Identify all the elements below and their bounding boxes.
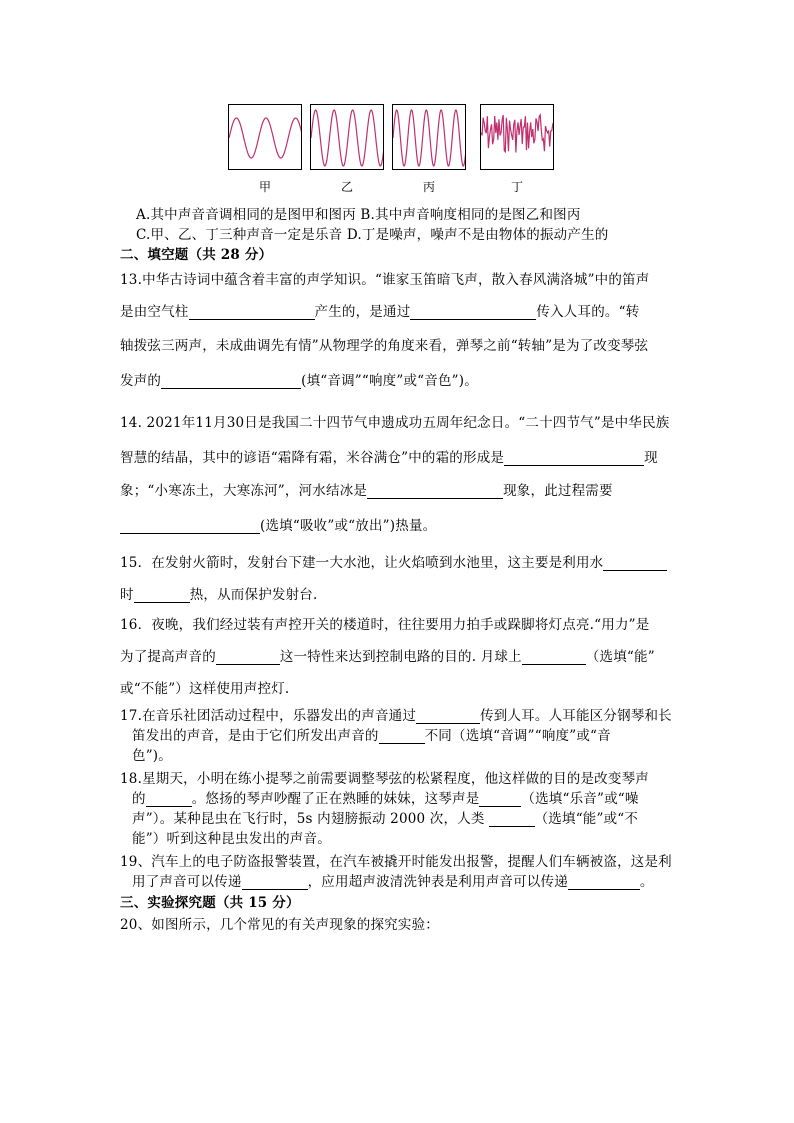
waveform-label-ding: 丁	[510, 180, 523, 194]
waveform-label-yi: 乙	[340, 180, 353, 194]
q14-text: 现象，此过程需要	[503, 483, 613, 499]
q16-blank-1[interactable]	[216, 650, 280, 665]
sine-wave-bing	[393, 110, 466, 166]
q16-text: （选填“能”	[585, 649, 655, 665]
q15-text: 热，从而保护发射台.	[189, 587, 318, 603]
q13-text: (填“音调”“响度”或“音色”)。	[301, 373, 478, 389]
q13-line-1: 13.中华古诗词中蕴含着丰富的声学知识。“谁家玉笛暗飞声，散入春风满洛城”中的笛声	[120, 272, 650, 288]
q15-line-2	[120, 583, 318, 603]
q19-text: 用了声音可以传递	[132, 874, 242, 890]
option-cd: C.甲、乙、丁三种声音一定是乐音 D.丁是噪声，噪声不是由物体的振动产生的	[136, 227, 609, 243]
q17-text: 不同（选填“音调”“响度”或“音	[424, 728, 611, 744]
q15-line-1	[120, 551, 667, 571]
q20-line-1: 20、如图所示，几个常见的有关声现象的探究实验：	[120, 917, 439, 933]
q18-text: （选填“乐音”或“噪	[521, 791, 639, 807]
q13-line-3: 轴拨弦三两声，未成曲调先有情”从物理学的角度来看，弹琴之前“转轴”是为了改变琴弦	[120, 338, 649, 354]
q14-line-4	[120, 514, 436, 534]
sine-wave-jia	[229, 118, 302, 158]
q16-blank-2[interactable]	[522, 650, 586, 665]
q13-text: 传入人耳的。“转	[536, 304, 640, 320]
q18-blank-1[interactable]	[146, 792, 192, 807]
q14-line-1: 14. 2021年11月30日是我国二十四节气申遗成功五周年纪念日。“二十四节气”是中华民族	[120, 415, 670, 431]
sine-wave-yi	[311, 110, 384, 166]
q14-text: 象；“小寒冻土，大寒冻河”，河水结冰是	[120, 483, 368, 499]
q14-blank-3[interactable]	[120, 519, 260, 534]
q13-text: 发声的	[120, 373, 162, 389]
waveform-label-jia: 甲	[258, 180, 271, 194]
q17-text: 笛发出的声音，是由于它们所发出声音的	[132, 728, 379, 744]
waveform-label-bing: 丙	[422, 180, 435, 194]
q17-text: 17.在音乐社团活动过程中，乐器发出的声音通过	[120, 708, 417, 724]
q19-line-2	[132, 870, 654, 890]
waveform-figure	[228, 104, 558, 194]
q18-text: （选填“能”或“不	[534, 811, 639, 827]
q16-line-2	[120, 645, 655, 665]
q16-text: 这一特性来达到控制电路的目的. 月球上	[279, 649, 522, 665]
q15-blank-2[interactable]	[134, 588, 190, 603]
q18-text: 声”）。某种昆虫在飞行时，5s 内翅膀振动 2000 次，人类	[132, 811, 485, 827]
q13-blank-3[interactable]	[161, 374, 301, 389]
q14-line-3	[120, 479, 613, 499]
q15-text: 15．在发射火箭时，发射台下建一大水池，让火焰喷到水池里，这主要是利用水	[120, 555, 604, 571]
q18-line-2	[132, 787, 639, 807]
q14-text: (选填“吸收”或“放出”)热量。	[260, 518, 437, 534]
q14-text: 现	[644, 450, 658, 466]
q13-blank-2[interactable]	[410, 305, 536, 320]
q17-line-1	[120, 704, 672, 724]
q17-line-3: 色”)。	[132, 748, 172, 764]
q18-text: 。悠扬的琴声吵醒了正在熟睡的妹妹，这琴声是	[191, 791, 480, 807]
section-fill-blank-title: 二、填空题（共 28 分）	[120, 247, 273, 263]
q18-line-3	[132, 807, 638, 827]
q17-blank-2[interactable]	[379, 729, 425, 744]
q18-blank-3[interactable]	[489, 812, 535, 827]
option-ab: A.其中声音音调相同的是图甲和图丙 B.其中声音响度相同的是图乙和图丙	[136, 207, 581, 223]
q16-line-1: 16．夜晚，我们经过装有声控开关的楼道时，往往要用力拍手或跺脚将灯点亮.“用力”是	[120, 617, 650, 633]
q13-line-4	[120, 369, 478, 389]
q16-text: 为了提高声音的	[120, 649, 216, 665]
q15-text: 时	[120, 587, 134, 603]
q17-blank-1[interactable]	[416, 709, 480, 724]
q18-text: 的	[132, 791, 146, 807]
q17-line-2	[132, 724, 611, 744]
noise-wave-ding	[481, 115, 554, 153]
q19-line-1: 19、汽车上的电子防盗报警装置，在汽车被撬开时能发出报警，提醒人们车辆被盗，这是利	[120, 854, 672, 870]
q14-blank-1[interactable]	[504, 451, 644, 466]
q14-text: 智慧的结晶，其中的谚语“霜降有霜，米谷满仓”中的霜的形成是	[120, 450, 505, 466]
q14-line-2	[120, 446, 658, 466]
q15-blank-1[interactable]	[603, 556, 667, 571]
q19-text: 。	[639, 874, 654, 890]
waveform-bing	[392, 104, 466, 170]
q13-text: 是由空气柱	[120, 304, 189, 320]
q13-blank-1[interactable]	[189, 305, 315, 320]
q16-line-3: 或“不能”）这样使用声控灯.	[120, 681, 290, 697]
q19-blank-1[interactable]	[242, 875, 308, 890]
q14-blank-2[interactable]	[367, 484, 503, 499]
q13-text: 产生的，是通过	[314, 304, 411, 320]
q19-blank-2[interactable]	[568, 875, 640, 890]
q19-text: ，应用超声波清洗钟表是利用声音可以传递	[307, 874, 568, 890]
waveform-jia	[228, 104, 302, 170]
q18-blank-2[interactable]	[479, 792, 521, 807]
q18-line-1: 18.星期天，小明在练小提琴之前需要调整琴弦的松紧程度，他这样做的目的是改变琴声	[120, 771, 649, 787]
q13-line-2	[120, 300, 639, 320]
q17-text: 传到人耳。人耳能区分钢琴和长	[480, 708, 672, 724]
waveform-yi	[310, 104, 384, 170]
q18-line-4: 能”）听到这种昆虫发出的声音。	[132, 831, 331, 847]
waveform-ding	[480, 104, 554, 170]
section-experiment-title: 三、实验探究题（共 15 分）	[120, 895, 300, 911]
